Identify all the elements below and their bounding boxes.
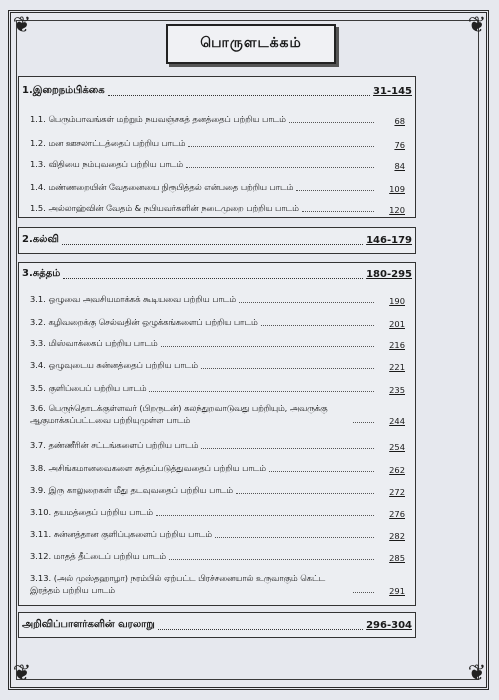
section-title: அறிவிப்பாளர்களின் வரலாறு xyxy=(22,619,155,630)
section-pages: 296-304 xyxy=(366,619,412,631)
entry-title: 3.9. இரு காலுறைகள் மீது தடவுவதைப் பற்றிய பாடம் xyxy=(30,485,233,495)
page-title: பொருளடக்கம் xyxy=(200,35,302,51)
toc-entry[interactable] xyxy=(30,525,405,541)
entry-page: 291 xyxy=(389,586,405,596)
entry-page: 276 xyxy=(389,509,405,519)
toc-entry[interactable] xyxy=(30,178,405,194)
corner-ornament-icon: ❦ xyxy=(12,661,32,686)
toc-entry[interactable] xyxy=(30,547,405,563)
entry-page: 244 xyxy=(389,416,405,426)
toc-entry[interactable] xyxy=(30,110,405,126)
entry-page: 190 xyxy=(389,296,405,306)
entry-title: 1.1. பெரும்பாவங்கள் மற்றும் நயவஞ்சகத் தனத்தைப் பற்றிய பாடம் xyxy=(30,114,286,124)
section-pages: 146-179 xyxy=(366,234,412,246)
entry-title: 3.7. தண்ணீரின் சட்டங்களைப் பற்றிய பாடம் xyxy=(30,440,199,450)
toc-entry[interactable] xyxy=(30,379,405,395)
entry-title: 3.11. சுன்னத்தான குளிப்புகளைப் பற்றிய பாடம் xyxy=(30,529,212,539)
toc-entry[interactable] xyxy=(30,155,405,171)
section-pages: 31-145 xyxy=(373,85,412,97)
toc-entry[interactable] xyxy=(30,481,405,497)
entry-title: 3.10. தயமத்தைப் பற்றிய பாடம் xyxy=(30,507,153,517)
entry-page: 272 xyxy=(389,487,405,497)
entry-page: 76 xyxy=(394,140,405,150)
toc-entry[interactable] xyxy=(30,199,405,215)
section-title: 2.கல்வி xyxy=(22,234,59,245)
entry-title: 1.3. விதியை நம்புவதைப் பற்றிய பாடம் xyxy=(30,159,183,169)
corner-ornament-icon: ❦ xyxy=(467,13,487,38)
entry-page: 282 xyxy=(389,531,405,541)
section-title: 1.இறைநம்பிக்கை xyxy=(22,85,105,96)
entry-title: 3.2. கழிவறைக்கு செல்வதின் ஒழுக்கங்களைப் பற்றிய பாடம் xyxy=(30,317,258,327)
toc-entry[interactable] xyxy=(30,334,405,350)
entry-page: 262 xyxy=(389,465,405,475)
corner-ornament-icon: ❦ xyxy=(12,13,32,38)
entry-page: 68 xyxy=(394,116,405,126)
entry-title: 3.1. ஒழுவை அவசியமாக்கக் கூடியவை பற்றிய பாடம் xyxy=(30,294,237,304)
toc-entry[interactable] xyxy=(30,290,405,306)
entry-title: 3.13. (அல் முஸ்தஹாழா) நரம்பில் ஏற்பட்ட பிரச்சனையால் உருவாகும் கெட்ட இரத்தம் பற்றிய பாடம் xyxy=(30,573,326,595)
toc-entry[interactable] xyxy=(30,503,405,519)
entry-page: 254 xyxy=(389,442,405,452)
page-title-box xyxy=(166,24,336,64)
entry-title: 3.4. ஒழுவுடைய சுன்னத்தைப் பற்றிய பாடம் xyxy=(30,360,198,370)
section-pages: 180-295 xyxy=(366,268,412,280)
entry-page: 109 xyxy=(389,184,405,194)
toc-entry[interactable] xyxy=(30,356,405,372)
toc-entry[interactable] xyxy=(30,398,405,426)
section-heading[interactable] xyxy=(22,616,412,634)
entry-title: 1.2. மன ஊசலாட்டத்தைப் பற்றிய பாடம் xyxy=(30,138,186,148)
entry-page: 285 xyxy=(389,553,405,563)
toc-entry[interactable] xyxy=(30,313,405,329)
corner-ornament-icon: ❦ xyxy=(467,661,487,686)
entry-page: 84 xyxy=(394,161,405,171)
entry-page: 221 xyxy=(389,362,405,372)
entry-page: 201 xyxy=(389,319,405,329)
toc-entry[interactable] xyxy=(30,436,405,452)
toc-entry[interactable] xyxy=(30,568,405,596)
toc-entry[interactable] xyxy=(30,134,405,150)
entry-title: 1.4. மண்ணறையின் வேதனையை நிரூபித்தல் என்பதை பற்றிய பாடம் xyxy=(30,182,294,192)
entry-title: 1.5. அல்லாஹ்வின் வேதம் & நபியவர்களின் நடைமுறை பற்றிய பாடம் xyxy=(30,203,299,213)
section-title: 3.சுத்தம் xyxy=(22,268,61,279)
section-heading[interactable] xyxy=(22,82,412,100)
entry-title: 3.8. அசிங்கமானவைகளை சுத்தப்படுத்துவதைப் பற்றிய பாடம் xyxy=(30,463,266,473)
section-heading[interactable] xyxy=(22,265,412,283)
entry-title: 3.3. மிஸ்வாக்கைப் பற்றிய பாடம் xyxy=(30,338,158,348)
entry-title: 3.5. குளிப்பைப் பற்றிய பாடம் xyxy=(30,383,147,393)
entry-page: 216 xyxy=(389,340,405,350)
entry-title: 3.12. மாதத் தீட்டைப் பற்றிய பாடம் xyxy=(30,551,166,561)
section-heading[interactable] xyxy=(22,231,412,249)
entry-page: 120 xyxy=(389,205,405,215)
entry-page: 235 xyxy=(389,385,405,395)
toc-entry[interactable] xyxy=(30,459,405,475)
entry-title: 3.6. பெருந்தொடக்குள்ளவர் (பிறருடன்) கலந்துறவாடுவது பற்றியும், அவருக்கு ஆகுமாக்கப்பட்டவை பற்றியுமுள்ள பாடம் xyxy=(30,403,328,425)
